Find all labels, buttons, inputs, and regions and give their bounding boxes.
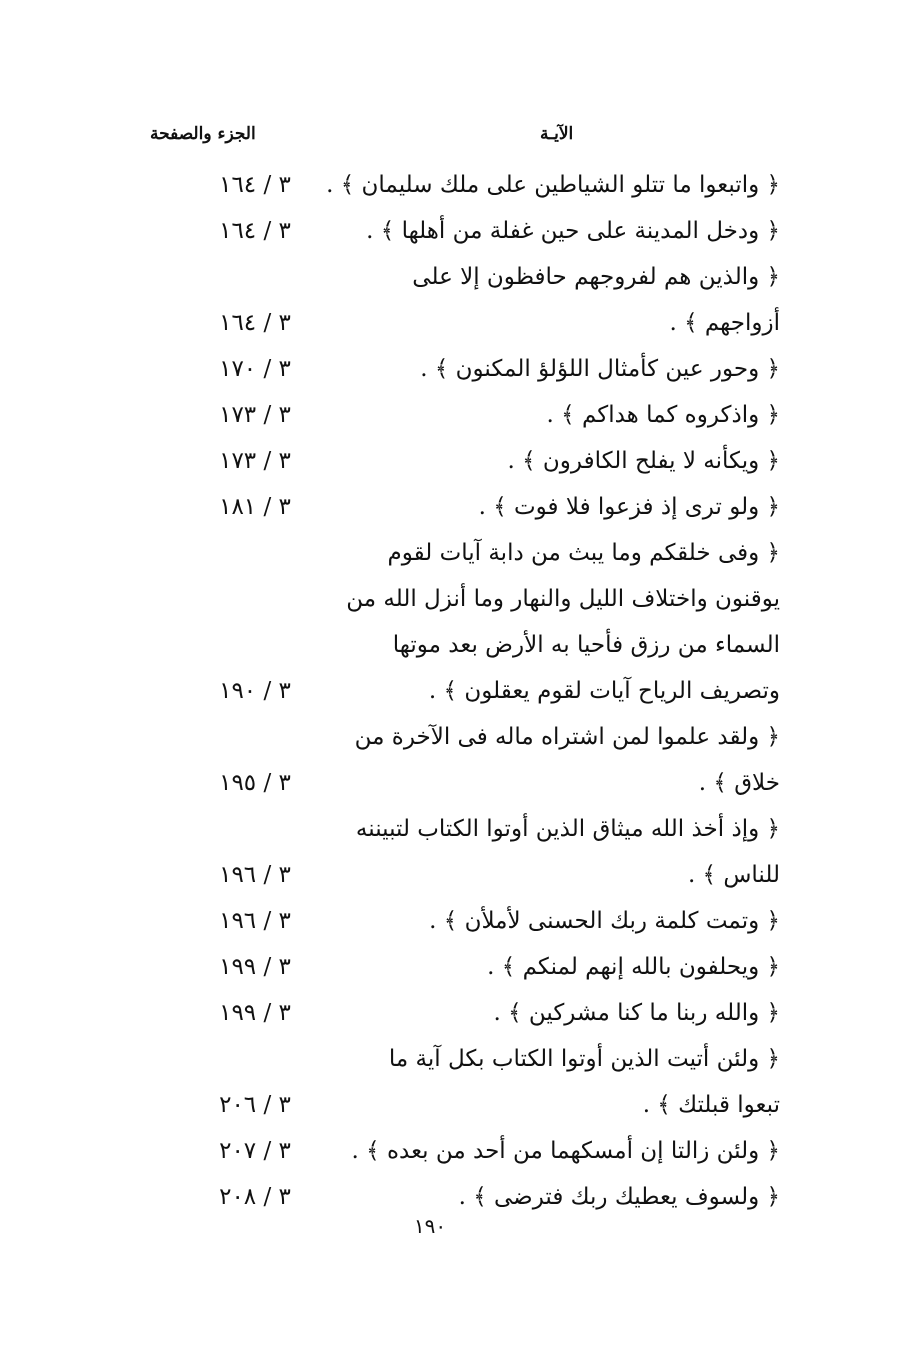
verse-text (340, 484, 780, 530)
verse-line: للناس ﴾ . (687, 862, 780, 888)
volume-page-reference: ٣ / ٢٠٨ (219, 1184, 291, 1210)
page-number: ١٩٠ (413, 1214, 447, 1238)
verse-text (326, 162, 780, 208)
verse-line: ﴿ ويكأنه لا يفلح الكافرون ﴾ . (507, 448, 780, 474)
volume-page-reference: ٣ / ١٩٠ (219, 678, 291, 704)
verse-text (340, 1036, 780, 1128)
verse-line: ﴿ وتمت كلمة ربك الحسنى لأملأن ﴾ . (429, 908, 780, 934)
reference-column-header: الجزء والصفحة (150, 124, 256, 144)
verse-text (340, 1128, 780, 1174)
verse-line: أزواجهم ﴾ . (669, 310, 780, 336)
verse-text (340, 714, 780, 806)
verse-line: ﴿ وفى خلقكم وما يبث من دابة آيات لقوم (387, 540, 780, 566)
verse-text (340, 392, 780, 438)
verse-line: ﴿ ودخل المدينة على حين غفلة من أهلها ﴾ . (366, 218, 780, 244)
verse-line: ﴿ ولسوف يعطيك ربك فترضى ﴾ . (458, 1184, 780, 1210)
volume-page-reference: ٣ / ٢٠٧ (219, 1138, 291, 1164)
verse-line: ﴿ والذين هم لفروجهم حافظون إلا على (412, 264, 780, 290)
volume-page-reference: ٣ / ١٦٤ (219, 310, 291, 336)
volume-page-reference: ٣ / ١٦٤ (219, 172, 291, 198)
verse-text (340, 438, 780, 484)
verse-text (340, 346, 780, 392)
verse-line: وتصريف الرياح آيات لقوم يعقلون ﴾ . (428, 678, 780, 704)
verse-text (340, 254, 780, 346)
volume-page-reference: ٣ / ١٩٦ (219, 862, 291, 888)
verse-line: تبعوا قبلتك ﴾ . (642, 1092, 780, 1118)
volume-page-reference: ٣ / ١٨١ (219, 494, 291, 520)
verse-line: ﴿ واذكروه كما هداكم ﴾ . (546, 402, 780, 428)
verse-text (340, 208, 780, 254)
volume-page-reference: ٣ / ١٧٣ (219, 448, 291, 474)
verse-line: ﴿ والله ربنا ما كنا مشركين ﴾ . (493, 1000, 780, 1026)
verse-text (340, 944, 780, 990)
volume-page-reference: ٣ / ١٩٩ (219, 954, 291, 980)
verse-line: ﴿ ولقد علموا لمن اشتراه ماله فى الآخرة من (354, 724, 780, 750)
verse-line: يوقنون واختلاف الليل والنهار وما أنزل الله من (346, 586, 780, 612)
verse-line: ﴿ ويحلفون بالله إنهم لمنكم ﴾ . (487, 954, 780, 980)
volume-page-reference: ٣ / ١٩٦ (219, 908, 291, 934)
verse-column-header: الآيـة (540, 124, 574, 144)
verse-line: ﴿ وحور عين كأمثال اللؤلؤ المكنون ﴾ . (420, 356, 780, 382)
verse-line: ﴿ ولئن زالتا إن أمسكهما من أحد من بعده ﴾ . (351, 1138, 780, 1164)
verse-text (340, 530, 780, 714)
verse-line: ﴿ وإذ أخذ الله ميثاق الذين أوتوا الكتاب لتبيننه (355, 816, 780, 842)
verse-text (340, 898, 780, 944)
verse-text (340, 990, 780, 1036)
verse-line: خلاق ﴾ . (698, 770, 780, 796)
volume-page-reference: ٣ / ٢٠٦ (219, 1092, 291, 1118)
verse-line: ﴿ واتبعوا ما تتلو الشياطين على ملك سليمان ﴾ . (326, 172, 780, 198)
verse-text (340, 806, 780, 898)
volume-page-reference: ٣ / ١٩٩ (219, 1000, 291, 1026)
volume-page-reference: ٣ / ١٦٤ (219, 218, 291, 244)
verse-line: ﴿ ولو ترى إذ فزعوا فلا فوت ﴾ . (478, 494, 780, 520)
volume-page-reference: ٣ / ١٩٥ (219, 770, 291, 796)
verse-line: السماء من رزق فأحيا به الأرض بعد موتها (392, 632, 780, 658)
volume-page-reference: ٣ / ١٧٠ (219, 356, 291, 382)
volume-page-reference: ٣ / ١٧٣ (219, 402, 291, 428)
verse-line: ﴿ ولئن أتيت الذين أوتوا الكتاب بكل آية ما (388, 1046, 780, 1072)
